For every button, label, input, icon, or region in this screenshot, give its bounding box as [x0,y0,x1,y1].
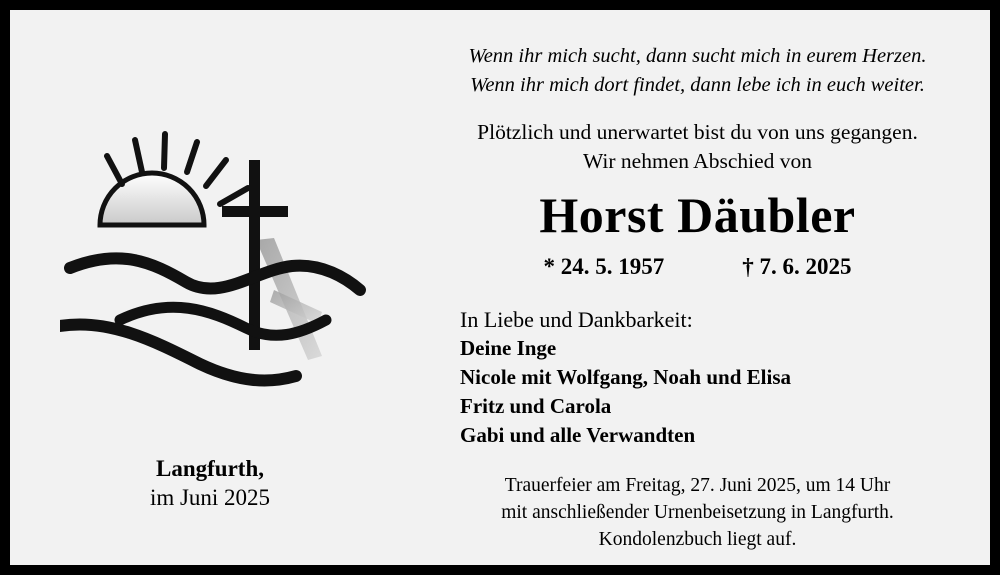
deceased-dates [405,254,990,280]
deceased-name: Horst Däubler [539,186,856,243]
mourner-line: Fritz und Carola [460,393,612,418]
right-column [405,10,990,565]
obituary-card [10,10,990,565]
mourner-line: Gabi und alle Verwandten [460,422,696,447]
left-column [10,10,410,565]
mourner-line: Deine Inge [460,336,557,361]
verse-line-1: Wenn ihr mich sucht, dann sucht mich in eurem Herzen. [468,45,927,67]
mourner-line: Nicole mit Wolfgang, Noah und Elisa [460,365,791,390]
verse-block [405,42,990,100]
service-line-2: mit anschließender Urnenbeisetzung in Langfurth. [501,501,894,523]
intro-block [405,118,990,176]
obituary-layout [10,10,990,565]
mourners-block [405,306,990,450]
service-details [405,473,990,553]
birth-date: * 24. 5. 1957 [543,253,665,279]
place-date: im Juni 2025 [149,484,271,510]
service-line-1: Trauerfeier am Freitag, 27. Juni 2025, um 14 Uhr [504,475,891,497]
intro-line-2: Wir nehmen Abschied von [582,149,812,174]
place-town: Langfurth, [156,456,264,481]
mourners-lead: In Liebe und Dankbarkeit: [460,306,693,332]
intro-line-1: Plötzlich und unerwartet bist du von uns gegangen. [477,120,918,145]
service-line-3: Kondolenzbuch liegt auf. [598,528,797,550]
sunrise-over-hills-with-cross-icon [60,120,390,390]
verse-line-2: Wenn ihr mich dort findet, dann lebe ich in euch weiter. [470,74,925,97]
place-block [10,455,410,513]
death-date: † 7. 6. 2025 [742,253,852,279]
